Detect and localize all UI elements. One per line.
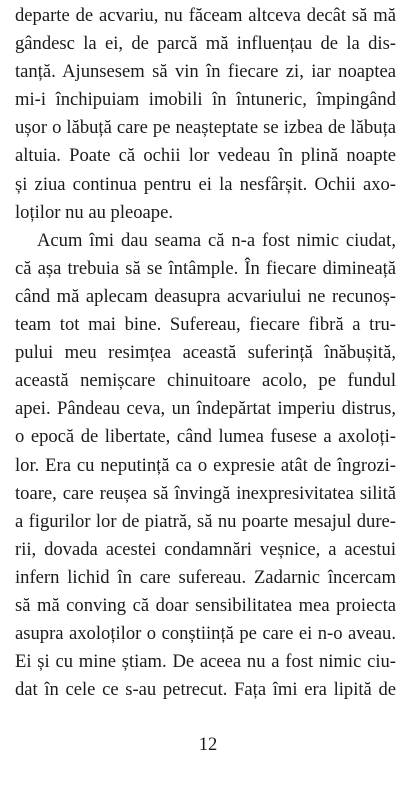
- text-line: această nemișcare chinuitoare acolo, pe fundul: [15, 370, 396, 392]
- text-line: o epocă de libertate, când lumea fusese a axoloți-: [15, 426, 396, 448]
- text-line: că așa trebuia să se întâmple. În fiecare dimineață: [15, 257, 396, 279]
- text-line: altuia. Poate că ochii lor vedeau în plină noapte: [15, 145, 396, 167]
- text-line: departe de acvariu, nu făceam altceva decât să mă: [15, 5, 396, 26]
- text-line: ușor o lăbuță care pe neașteptate se izbea de lăbuța: [15, 117, 396, 139]
- body-text: [15, 2, 396, 704]
- text-line: rii, dovada acestei condamnări veșnice, a acestui: [15, 538, 396, 560]
- text-line: pului meu resimțea această suferință înăbușită,: [15, 342, 396, 364]
- text-line: asupra axoloților o conștiință pe care ei n-o aveau.: [15, 623, 396, 645]
- text-line: team tot mai bine. Sufereau, fiecare fibră a tru-: [15, 314, 396, 336]
- text-line: când mă aplecam deasupra acvariului ne recunoș-: [15, 285, 396, 307]
- text-line: apei. Pândeau ceva, un îndepărtat imperiu distrus,: [15, 398, 396, 420]
- text-line: gândesc la ei, de parcă mă influențau de la dis-: [15, 33, 396, 55]
- text-line: dat în cele ce s-au petrecut. Fața îmi era lipită de: [15, 679, 396, 701]
- text-line: Ei și cu mine știam. De aceea nu a fost nimic ciu-: [15, 651, 396, 673]
- text-line: și ziua continua pentru ei la nesfârșit. Ochii axo-: [15, 173, 396, 195]
- text-line: mi-i închipuiam imobili în întuneric, împingând: [15, 89, 396, 111]
- text-line-paragraph-end: loților nu au pleoape.: [15, 201, 174, 223]
- text-line: lor. Era cu neputință ca o expresie atât de îngrozi-: [15, 454, 396, 476]
- text-line: toare, care reușea să învingă inexpresivitatea silită: [15, 482, 396, 504]
- text-line: să mă conving că doar sensibilitatea mea proiecta: [15, 594, 396, 616]
- text-line-paragraph-start: Acum îmi dau seama că n-a fost nimic ciudat,: [37, 229, 396, 251]
- page-number: 12: [198, 734, 218, 755]
- text-line: tanță. Ajunsesem să vin în fiecare zi, iar noaptea: [15, 61, 396, 83]
- text-line: a figurilor lor de piatră, să nu poarte mesajul dure-: [15, 510, 396, 532]
- text-line: infern lichid în care sufereau. Zadarnic încercam: [15, 566, 396, 588]
